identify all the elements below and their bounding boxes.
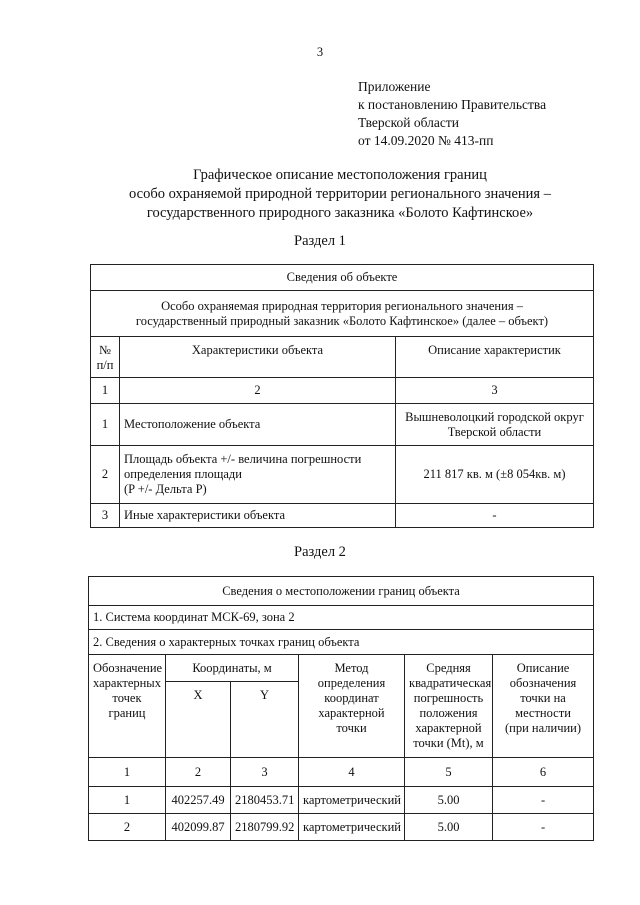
header-line: характерных — [93, 676, 161, 690]
header-description: Описание характеристик — [396, 337, 594, 378]
header-y: Y — [231, 682, 299, 758]
header-line: точки — [336, 721, 367, 735]
point-id: 2 — [89, 814, 166, 841]
point-method: картометрический — [299, 814, 405, 841]
appendix-line: от 14.09.2020 № 413-пп — [358, 133, 494, 148]
point-y: 2180799.92 — [231, 814, 299, 841]
row-value — [396, 446, 594, 504]
header-error — [405, 655, 493, 758]
header-coordinates: Координаты, м — [166, 655, 299, 682]
text-line: (P +/- Дельта P) — [124, 482, 207, 496]
point-error: 5.00 — [405, 814, 493, 841]
column-number: 3 — [231, 758, 299, 787]
header-line: точки (Mt), м — [413, 736, 484, 750]
header-line: определения — [317, 676, 386, 690]
header-line: Метод — [334, 661, 369, 675]
header-line: местности — [515, 706, 571, 720]
object-name-line: Особо охраняемая природная территория регионального значения – — [161, 298, 523, 313]
object-name-line: государственный природный заказник «Болото Кафтинское» (далее – объект) — [135, 313, 549, 328]
header-point-description — [493, 655, 594, 758]
column-number: 2 — [120, 378, 396, 404]
header-line: квадратическая — [409, 676, 492, 690]
header-line: положения — [419, 706, 478, 720]
table-row — [91, 504, 594, 528]
header-line: точек — [112, 691, 142, 705]
point-x: 402099.87 — [166, 814, 231, 841]
table-row — [89, 787, 594, 814]
header-line: границ — [108, 706, 146, 720]
header-num-line: № — [99, 343, 111, 357]
text-line: Тверской области — [447, 424, 542, 439]
page-number: 3 — [316, 45, 324, 59]
header-line: погрешность — [413, 691, 484, 705]
row-characteristic — [120, 404, 396, 446]
header-line: (при наличии) — [505, 721, 582, 735]
point-description: - — [493, 787, 594, 814]
text-line: определения площади — [124, 467, 242, 481]
appendix-line: Приложение — [358, 79, 431, 94]
header-num-line: п/п — [96, 358, 114, 372]
header-line: характерной — [318, 706, 385, 720]
header-line: координат — [324, 691, 379, 705]
point-method: картометрический — [299, 787, 405, 814]
appendix-line: к постановлению Правительства — [358, 97, 547, 112]
table-row — [91, 446, 594, 504]
header-line: точки на — [520, 691, 566, 705]
column-number: 3 — [396, 378, 594, 404]
header-characteristics: Характеристики объекта — [120, 337, 396, 378]
point-error: 5.00 — [405, 787, 493, 814]
header-line: Обозначение — [93, 661, 163, 675]
text-line: Вышневолоцкий городской округ — [405, 409, 584, 424]
table-row — [91, 404, 594, 446]
boundary-points-table — [88, 576, 594, 841]
row-value — [396, 404, 594, 446]
title-line: особо охраняемой природной территории регионального значения – — [129, 186, 551, 202]
row-characteristic — [120, 446, 396, 504]
point-x: 402257.49 — [166, 787, 231, 814]
point-y: 2180453.71 — [231, 787, 299, 814]
header-line: Описание — [516, 661, 570, 675]
column-number: 5 — [405, 758, 493, 787]
header-line: обозначения — [509, 676, 577, 690]
object-name-cell — [91, 291, 594, 337]
column-number: 4 — [299, 758, 405, 787]
section2-heading: Раздел 2 — [294, 544, 346, 560]
points-caption: 2. Сведения о характерных точках границ объекта — [89, 630, 594, 655]
header-x: X — [166, 682, 231, 758]
text-line: Иные характеристики объекта — [124, 508, 286, 522]
section1-heading: Раздел 1 — [294, 233, 346, 249]
appendix-line: Тверской области — [358, 115, 459, 130]
coordinate-system: 1. Система координат МСК-69, зона 2 — [89, 606, 594, 630]
column-number: 2 — [166, 758, 231, 787]
header-method — [299, 655, 405, 758]
column-number: 6 — [493, 758, 594, 787]
table-caption: Сведения о местоположении границ объекта — [89, 577, 594, 606]
text-line: 211 817 кв. м (±8 054кв. м) — [423, 467, 566, 481]
title-line: Графическое описание местоположения границ — [193, 167, 487, 183]
text-line: - — [492, 508, 497, 522]
title-line: государственного природного заказника «Болото Кафтинское» — [146, 205, 534, 221]
column-number: 1 — [91, 378, 120, 404]
object-info-table — [90, 264, 594, 528]
text-line: Площадь объекта +/- величина погрешности — [124, 452, 362, 466]
table-caption: Сведения об объекте — [91, 265, 594, 291]
row-number: 1 — [91, 404, 120, 446]
point-id: 1 — [89, 787, 166, 814]
row-number: 2 — [91, 446, 120, 504]
header-num-cell — [91, 337, 120, 378]
point-description: - — [493, 814, 594, 841]
header-line: характерной — [415, 721, 482, 735]
document-title — [60, 166, 620, 223]
column-number: 1 — [89, 758, 166, 787]
row-characteristic — [120, 504, 396, 528]
appendix-block — [358, 78, 628, 150]
row-number: 3 — [91, 504, 120, 528]
row-value — [396, 504, 594, 528]
table-row — [89, 814, 594, 841]
header-point-designation — [89, 655, 166, 758]
text-line: Местоположение объекта — [124, 417, 261, 431]
header-line: Средняя — [426, 661, 471, 675]
